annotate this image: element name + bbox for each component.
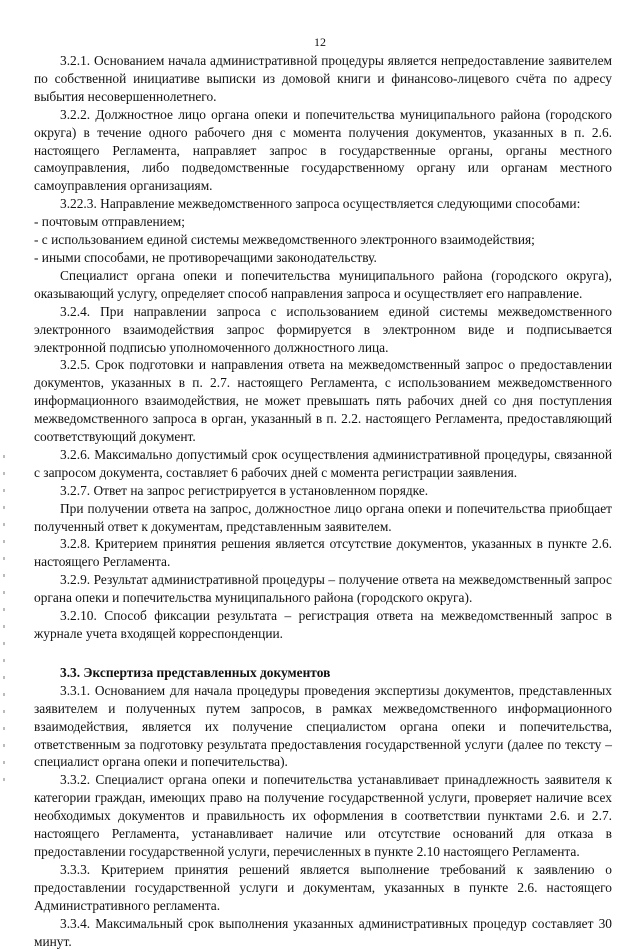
paragraph: 3.2.9. Результат административной процедуры – получение ответа на межведомственный запрос органа опеки и попечительства муниципального района (городского округа). [34,572,612,606]
paragraph: 3.2.5. Срок подготовки и направления ответа на межведомственный запрос о предоставлении документов, указанных в п. 2.7. настоящего Регламента, с использованием межведомственного информационного взаимодействия, не может превышать пять рабочих дней со дня поступления межведомственного запроса в орган, указанный в п. 2.2. настоящего Регламента, предоставляющий соответствующий документ. [34,357,612,445]
list-item: - с использованием единой системы межведомственного электронного взаимодействия; [34,232,535,248]
page-number: 12 [314,35,326,49]
document-body [34,52,612,950]
section-heading: 3.3. Экспертиза представленных документов [60,664,331,680]
section-3-2-body [34,52,612,643]
paragraph: 3.2.2. Должностное лицо органа опеки и попечительства муниципального района (городского округа) в течение одного рабочего дня с момента получения документов, указанных в п. 2.6. настоящего Регламента, направляет запрос в государственные органы, органы местного самоуправления, либо подведомственные государственному органу или органам местного самоуправления организациям. [34,106,612,194]
paragraph: 3.22.3. Направление межведомственного запроса осуществляется следующими способами: [60,196,581,212]
paragraph: 3.2.6. Максимально допустимый срок осуществления административной процедуры, связанной с запросом документа, составляет 6 рабочих дней с момента регистрации заявления. [34,446,612,480]
list-item: - иными способами, не противоречащими законодательству. [34,249,377,265]
paragraph: 3.2.10. Способ фиксации результата – регистрация ответа на межведомственный запрос в журнале учета входящей корреспонденции. [34,608,612,641]
paragraph: 3.3.2. Специалист органа опеки и попечительства устанавливает принадлежность заявителя к категории граждан, имеющих право на получение государственной услуги, проверяет наличие всех необходимых документов и правильность их оформления в соответствии пунктами 2.6. и 2.7. настоящего Регламента, устанавливает наличие или отсутствие оснований для отказа в предоставлении государственной услуги, перечисленных в пункте 2.10 настоящего Регламента. [34,772,612,859]
paragraph: При получении ответа на запрос, должностное лицо органа опеки и попечительства приобщает полученный ответ к документам, представленным заявителем. [34,500,612,534]
paragraph: 3.2.1. Основанием начала административной процедуры является непредоставление заявителем по собственной инициативе выписки из домовой книги и финансово-лицевого счёта по адресу выбытия несовершеннолетнего. [34,53,612,104]
paragraph: 3.2.8. Критерием принятия решения является отсутствие документов, указанных в пункте 2.6. настоящего Регламента. [34,536,612,570]
paragraph: 3.2.4. При направлении запроса с использованием единой системы межведомственного электронного взаимодействия запрос формируется в электронном виде и подписывается электронной подписью уполномоченного должностного лица. [34,303,612,355]
paragraph: 3.3.4. Максимальный срок выполнения указанных административных процедур составляет 30 минут. [34,915,612,949]
paragraph: 3.3.3. Критерием принятия решений является выполнение требований к заявлению о предоставлении государственной услуги и документам, указанных в пункте 2.6. настоящего Административного регламента. [34,861,612,913]
paragraph: 3.2.7. Ответ на запрос регистрируется в установленном порядке. [60,482,429,498]
paragraph: 3.3.1. Основанием для начала процедуры проведения экспертизы документов, представленных заявителем и полученных путем запросов, в рамках межведомственного информационного взаимодействия, является их получение специалистом органа опеки и попечительства, ответственным за подготовку результата предоставления государственной услуги (далее по тексту – специалист органа опеки и попечительства). [34,682,612,770]
paragraph: Специалист органа опеки и попечительства муниципального района (городского округа), оказывающий услугу, определяет способ направления запроса и осуществляет его направление. [34,267,612,301]
list-item: - почтовым отправлением; [34,214,185,230]
section-3-3-body [34,682,612,950]
scan-margin-marks [2,455,6,815]
